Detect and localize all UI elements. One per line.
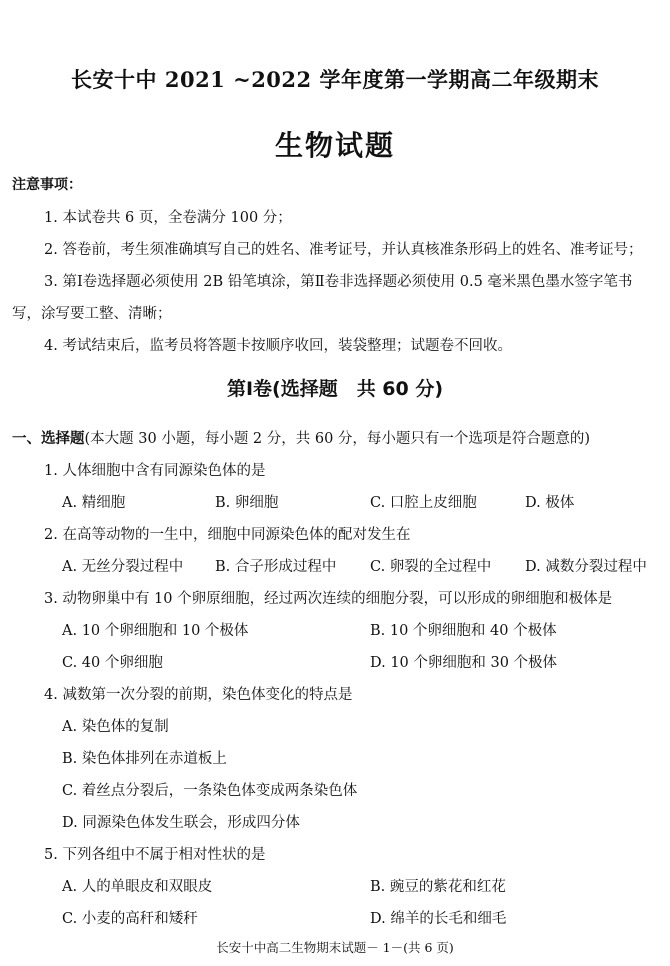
q2-option-a: A. 无丝分裂过程中 (62, 559, 184, 575)
question-5-stem: 5. 下列各组中不属于相对性状的是 (44, 847, 266, 863)
q2-option-c: C. 卵裂的全过程中 (370, 559, 492, 575)
q5-option-b: B. 豌豆的紫花和红花 (370, 879, 506, 895)
q1-option-a: A. 精细胞 (62, 495, 126, 511)
exam-header: 长安十中 2021 ~2022 学年度第一学期高二年级期末 (71, 67, 599, 92)
part-description: (本大题 30 小题，每小题 2 分，共 60 分，每小题只有一个选项是符合题意的) (84, 431, 591, 447)
q3-option-b: B. 10 个卵细胞和 40 个极体 (370, 623, 557, 639)
exam-title: 生物试题 (274, 129, 395, 162)
notice-item-3-continued: 写，涂写要工整、清晰； (12, 306, 172, 322)
question-2-stem: 2. 在高等动物的一生中，细胞中同源染色体的配对发生在 (44, 527, 411, 543)
notice-item-3: 3. 第Ⅰ卷选择题必须使用 2B 铅笔填涂，第Ⅱ卷非选择题必须使用 0.5 毫米黑色墨水签字笔书 (44, 274, 633, 290)
question-3-stem: 3. 动物卵巢中有 10 个卵原细胞，经过两次连续的细胞分裂，可以形成的卵细胞和极体是 (44, 591, 613, 607)
q5-option-d: D. 绵羊的长毛和细毛 (370, 911, 507, 927)
q5-option-c: C. 小麦的高秆和矮秆 (62, 911, 198, 927)
q2-option-b: B. 合子形成过程中 (215, 559, 337, 575)
q4-option-c: C. 着丝点分裂后，一条染色体变成两条染色体 (62, 783, 358, 799)
q5-option-a: A. 人的单眼皮和双眼皮 (62, 879, 213, 895)
question-1-stem: 1. 人体细胞中含有同源染色体的是 (44, 463, 266, 479)
section-title: 第Ⅰ卷(选择题 共 60 分) (226, 378, 444, 400)
q3-option-a: A. 10 个卵细胞和 10 个极体 (62, 623, 249, 639)
notice-item-1: 1. 本试卷共 6 页，全卷满分 100 分； (44, 210, 292, 226)
q1-option-d: D. 极体 (525, 495, 575, 511)
q1-option-b: B. 卵细胞 (215, 495, 279, 511)
part-heading (12, 427, 590, 448)
notice-item-4: 4. 考试结束后，监考员将答题卡按顺序收回，装袋整理；试题卷不回收。 (44, 338, 512, 354)
question-4-stem: 4. 减数第一次分裂的前期，染色体变化的特点是 (44, 687, 353, 703)
q3-option-c: C. 40 个卵细胞 (62, 655, 163, 671)
notice-item-2: 2. 答卷前，考生须准确填写自己的姓名、准考证号，并认真核准条形码上的姓名、准考证号； (44, 242, 643, 258)
page-footer: 长安十中高二生物期末试题－ 1－(共 6 页) (216, 940, 454, 955)
q1-option-c: C. 口腔上皮细胞 (370, 495, 477, 511)
q2-option-d: D. 减数分裂过程中 (525, 559, 647, 575)
part-label: 一、选择题 (12, 430, 85, 447)
q4-option-d: D. 同源染色体发生联会，形成四分体 (62, 815, 300, 831)
q4-option-a: A. 染色体的复制 (62, 719, 169, 735)
notice-title: 注意事项： (12, 177, 82, 193)
q3-option-d: D. 10 个卵细胞和 30 个极体 (370, 655, 558, 671)
q4-option-b: B. 染色体排列在赤道板上 (62, 751, 227, 767)
